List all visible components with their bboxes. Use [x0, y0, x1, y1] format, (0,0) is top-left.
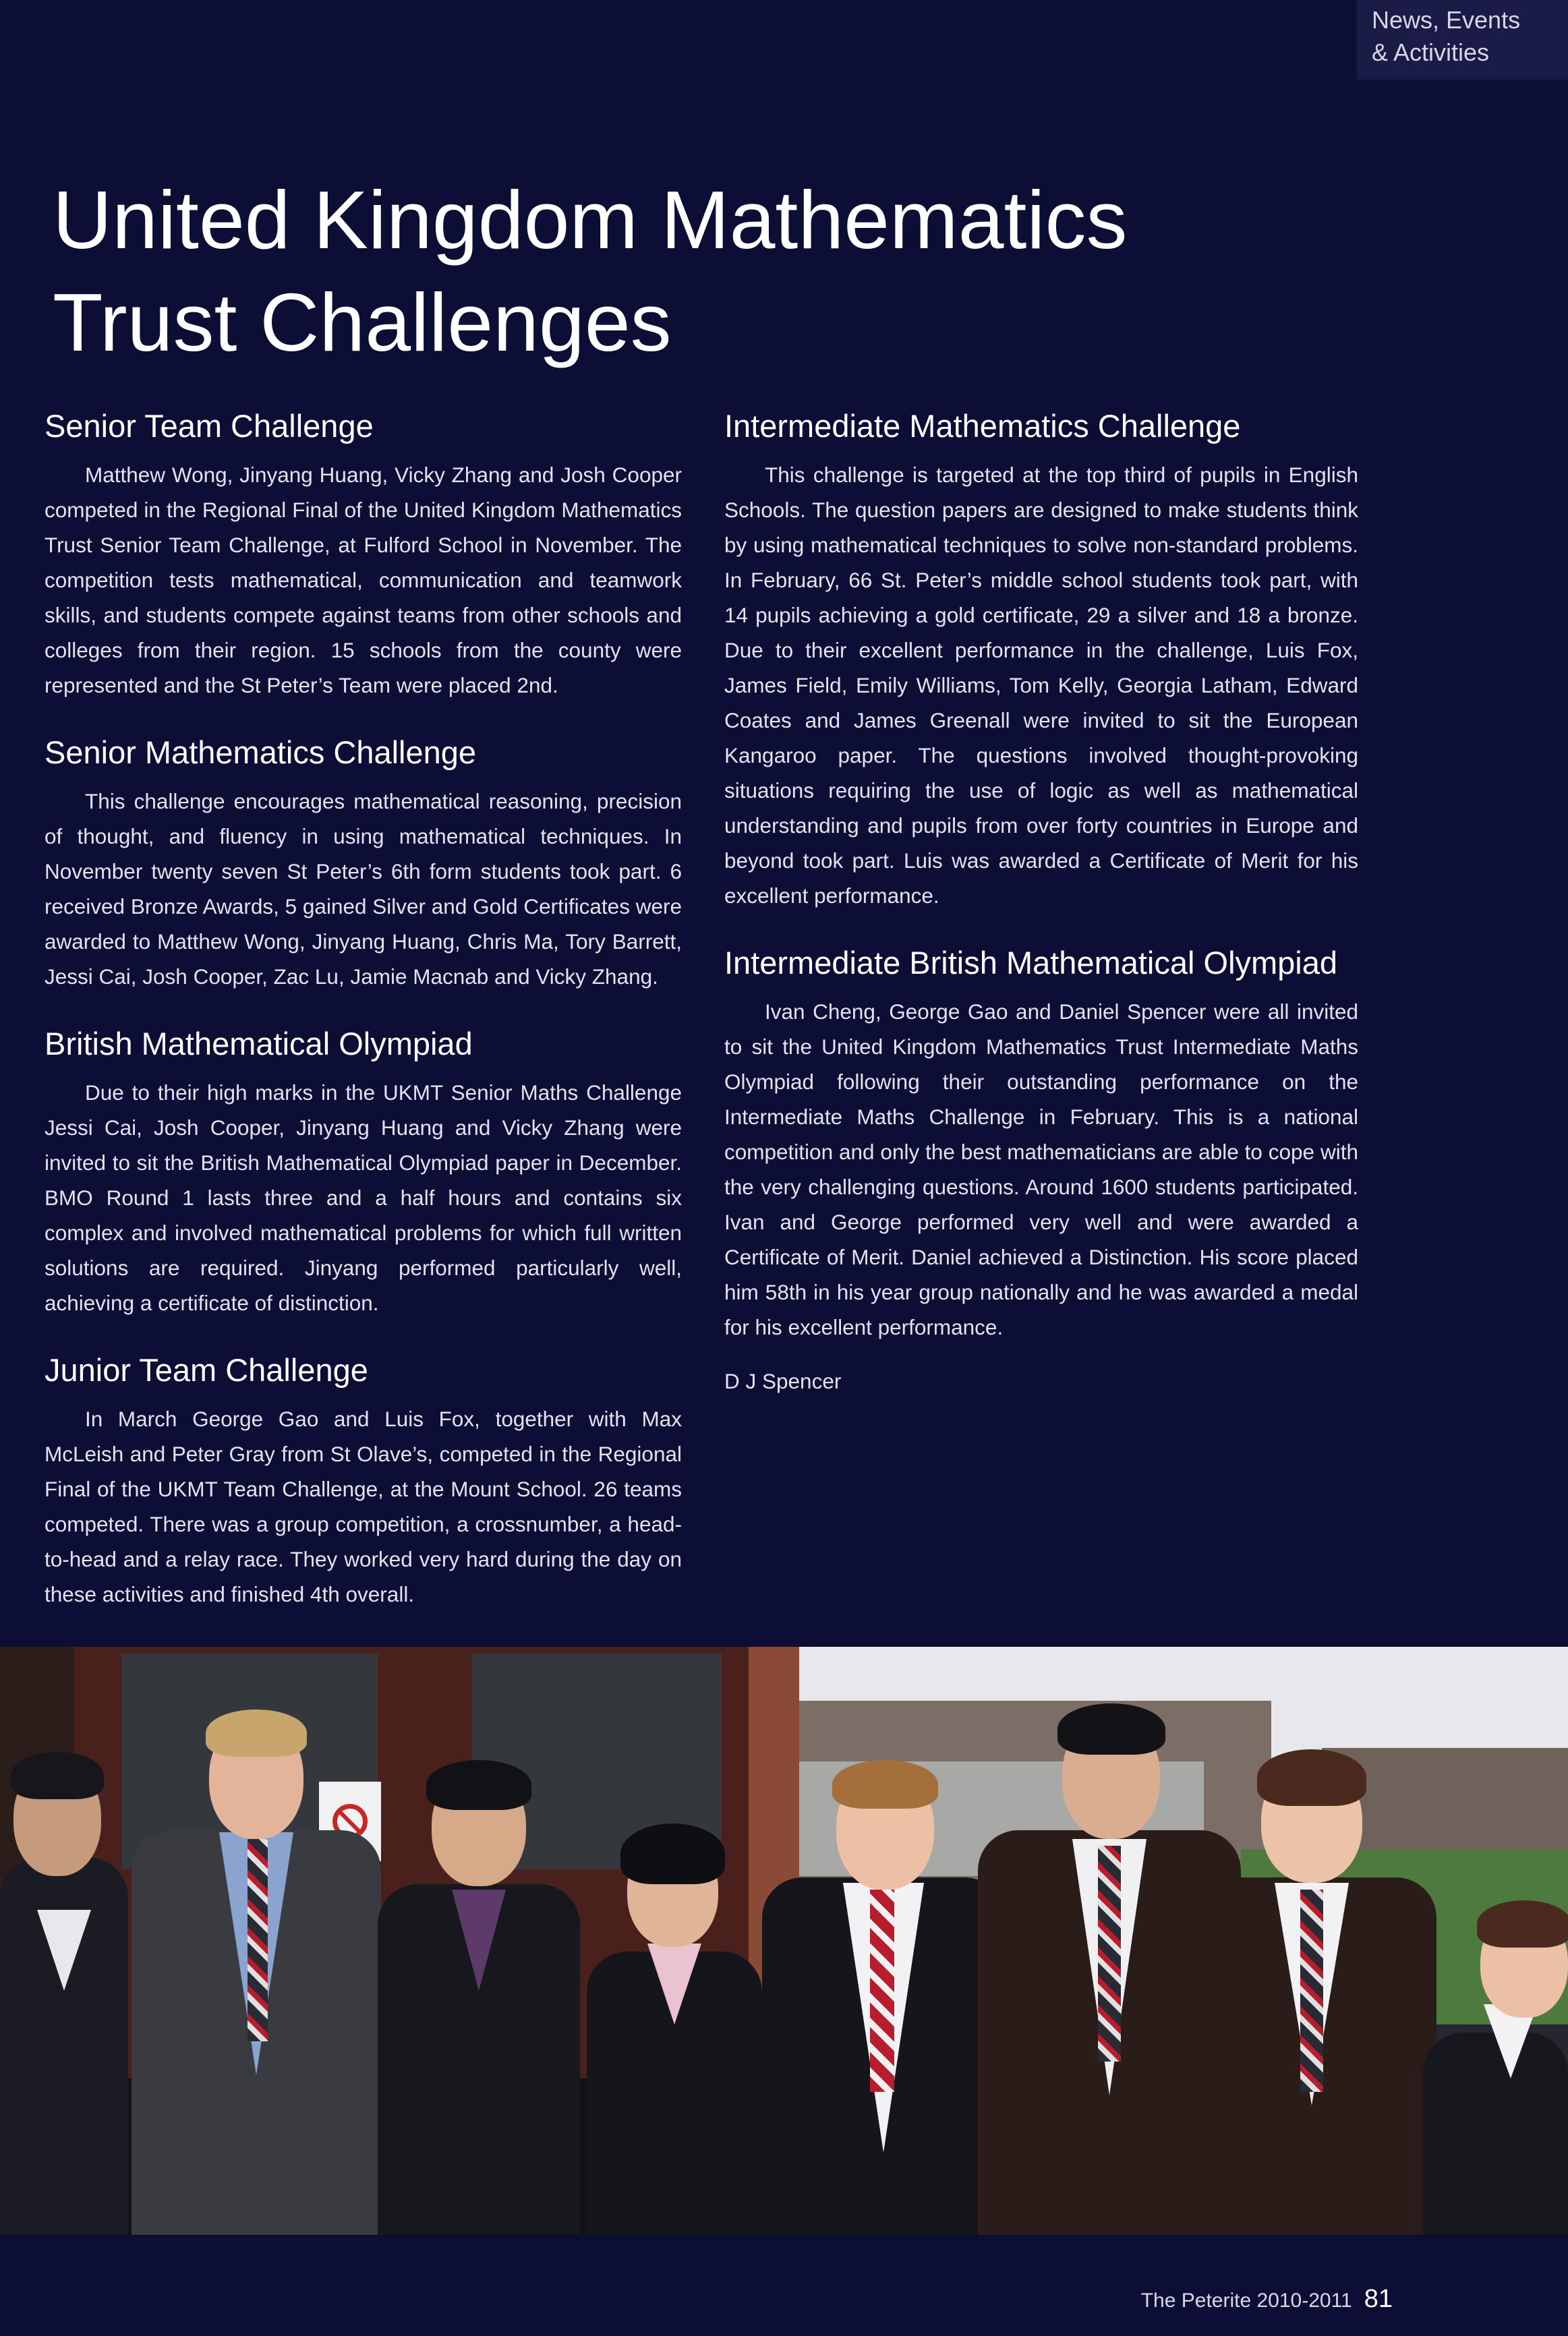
article-heading: Senior Team Challenge — [45, 408, 374, 444]
article-body: This challenge is targeted at the top third of pupils in English Schools. The question papers are designed to make students think by using mathematical techniques to solve non-standard problems. In February, 66 St. Peter’s middle school students took part, with 14 pupils achieving a gold certificate, 29 a silver and 18 a bronze. Due to their excellent performance in the challenge, Luis Fox, James Field, Emily Williams, Tom Kelly, Georgia Latham, Edward Coates and James Greenall were invited to sit the European Kangaroo paper. The questions involved thought-provoking situations requiring the use of logic as well as mathematical understanding and pupils from over forty countries in Europe and beyond took part. Luis was awarded a Certificate of Merit for his excellent performance. — [724, 463, 1358, 908]
article-body: Ivan Cheng, George Gao and Daniel Spencer were all invited to sit the United Kingdom Mathematics Trust Intermediate Maths Olympiad following their outstanding performance on the Intermediate Maths Challenge in February. This is a national competition and only the best mathematicians are able to cope with the very challenging questions. Around 1600 students participated. Ivan and George performed very well and were awarded a Certificate of Merit. Daniel achieved a Distinction. His score placed him 58th in his year group nationally and he was awarded a medal for his excellent performance. — [724, 999, 1358, 1339]
article-heading: Intermediate Mathematics Challenge — [724, 408, 1241, 444]
student-figure — [762, 1755, 1005, 2235]
page-title-line-1: United Kingdom Mathematics — [53, 174, 1128, 266]
student-figure — [587, 1809, 762, 2235]
student-figure — [0, 1734, 128, 2235]
student-figure — [1194, 1741, 1436, 2235]
article-heading: British Mathematical Olympiad — [45, 1026, 473, 1061]
page-title — [53, 169, 1334, 374]
article-heading: Junior Team Challenge — [45, 1352, 368, 1388]
publication-name: The Peterite 2010-2011 — [1140, 2289, 1352, 2312]
group-photo — [0, 1647, 1568, 2235]
section-tag-line-2: & Activities — [1372, 38, 1490, 66]
article-body: This challenge encourages mathematical reasoning, precision of thought, and fluency in using mathematical techniques. In November twenty seven St Peter’s 6th form students took part. 6 received Bronze Awards, 5 gained Silver and Gold Certificates were awarded to Matthew Wong, Jinyang Huang, Chris Ma, Tory Barrett, Jessi Cai, Josh Cooper, Zac Lu, Jamie Macnab and Vicky Zhang. — [45, 789, 682, 989]
article-intermediate-british-mathematical-olympiad — [724, 941, 1358, 1345]
article-junior-team-challenge — [45, 1349, 682, 1612]
student-figure — [132, 1697, 381, 2235]
left-column — [45, 405, 682, 1612]
article-british-mathematical-olympiad — [45, 1022, 682, 1320]
article-senior-mathematics-challenge — [45, 731, 682, 994]
section-tag — [1357, 0, 1568, 80]
section-tag-line-1: News, Events — [1372, 6, 1521, 34]
article-body: Matthew Wong, Jinyang Huang, Vicky Zhang and Josh Cooper competed in the Regional Final of the United Kingdom Mathematics Trust Senior Team Challenge, at Fulford School in November. The competition tests mathematical, communication and teamwork skills, and students compete against teams from other schools and colleges from their region. 15 schools from the county were represented and the St Peter’s Team were placed 2nd. — [45, 463, 682, 697]
page-number: 81 — [1364, 2285, 1393, 2313]
student-figure — [1423, 1896, 1568, 2235]
article-body: Due to their high marks in the UKMT Senior Maths Challenge Jessi Cai, Josh Cooper, Jinyang Huang and Vicky Zhang were invited to sit the British Mathematical Olympiad paper in December. BMO Round 1 lasts three and a half hours and contains six complex and involved mathematical problems for which full written solutions are required. Jinyang performed particularly well, achieving a certificate of distinction. — [45, 1080, 682, 1315]
author-byline: D J Spencer — [724, 1369, 842, 1393]
article-heading: Senior Mathematics Challenge — [45, 734, 477, 770]
article-heading: Intermediate British Mathematical Olympiad — [724, 945, 1338, 981]
right-column — [724, 405, 1358, 1399]
page-title-line-2: Trust Challenges — [53, 276, 672, 368]
article-senior-team-challenge — [45, 405, 682, 703]
page-footer — [1141, 2283, 1393, 2317]
student-figure — [378, 1748, 580, 2235]
article-body: In March George Gao and Luis Fox, together with Max McLeish and Peter Gray from St Olave’s, competed in the Regional Final of the UKMT Team Challenge, at the Mount School. 26 teams competed. There was a group competition, a crossnumber, a head-to-head and a relay race. They worked very hard during the day on these activities and finished 4th overall. — [45, 1407, 682, 1606]
article-intermediate-mathematics-challenge — [724, 405, 1358, 913]
